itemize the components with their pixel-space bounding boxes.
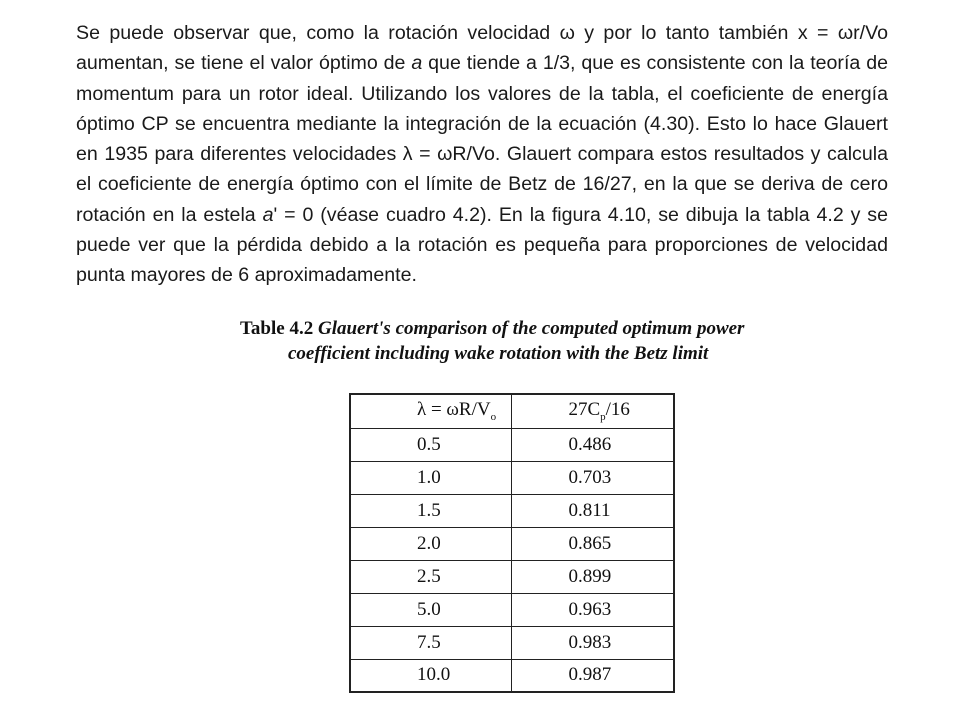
table-row — [350, 461, 674, 494]
caption-title-2: coefficient including wake rotation with the Betz limit — [288, 343, 709, 364]
cell-lambda: 1.0 — [350, 461, 512, 494]
caption-line-1 — [240, 316, 800, 341]
table-row — [350, 560, 674, 593]
cell-value: 0.486 — [512, 428, 674, 461]
table-row — [350, 494, 674, 527]
cell-value: 0.983 — [512, 626, 674, 659]
caption-title-1: Glauert's comparison of the computed optimum power — [317, 318, 745, 339]
cell-value: 0.703 — [512, 461, 674, 494]
header-cp-text: 27C — [568, 399, 601, 421]
header-lambda — [350, 394, 512, 428]
paragraph-text-1: Se puede observar que, como la rotación velocidad ω y por lo tanto también x = ωr/Vo aumentan, se tiene el valor óptimo de — [76, 22, 888, 75]
cell-value: 0.865 — [512, 527, 674, 560]
caption-label: Table 4.2 — [240, 318, 314, 339]
cell-lambda: 5.0 — [350, 593, 512, 626]
header-lambda-text: λ = ωR/V — [417, 399, 491, 421]
cell-lambda: 2.0 — [350, 527, 512, 560]
header-lambda-sub: o — [490, 411, 497, 424]
header-cp — [512, 394, 674, 428]
table-row — [350, 527, 674, 560]
header-cp-tail: /16 — [605, 399, 630, 421]
cell-lambda: 10.0 — [350, 659, 512, 692]
glauert-table — [349, 393, 675, 693]
cell-lambda: 2.5 — [350, 560, 512, 593]
paragraph-text-3: ' = 0 (véase cuadro 4.2). En la figura 4.10, se dibuja la tabla 4.2 y se puede ver que la pérdida debido a la rotación es pequeña para proporciones de velocidad punta mayores de 6 aproximadamente. — [76, 203, 888, 287]
table-row — [350, 428, 674, 461]
cell-lambda: 7.5 — [350, 626, 512, 659]
cell-lambda: 1.5 — [350, 494, 512, 527]
header-cp-sub: p — [600, 411, 606, 424]
cell-value: 0.811 — [512, 494, 674, 527]
variable-a: a — [411, 52, 423, 75]
cell-value: 0.963 — [512, 593, 674, 626]
body-paragraph — [76, 18, 888, 291]
variable-a-prime: a — [262, 203, 274, 226]
table-row — [350, 659, 674, 692]
table-row — [350, 626, 674, 659]
table-row — [350, 593, 674, 626]
cell-value: 0.987 — [512, 659, 674, 692]
paragraph-text-2: que tiende a 1/3, que es consistente con la teoría de momentum para un rotor ideal. Utilizando los valores de la tabla, el coeficiente de energía óptimo CP se encuentra mediante la integración de la ecuación (4.30). Esto lo hace Glauert en 1935 para diferentes velocidades λ = ωR/Vo. Glauert compara estos resultados y calcula el coeficiente de energía óptimo con el límite de Betz de 16/27, en la que se deriva de cero rotación en la estela — [76, 52, 888, 226]
cell-value: 0.899 — [512, 560, 674, 593]
table-caption — [240, 316, 800, 366]
cell-lambda: 0.5 — [350, 428, 512, 461]
table-header-row — [350, 394, 674, 428]
